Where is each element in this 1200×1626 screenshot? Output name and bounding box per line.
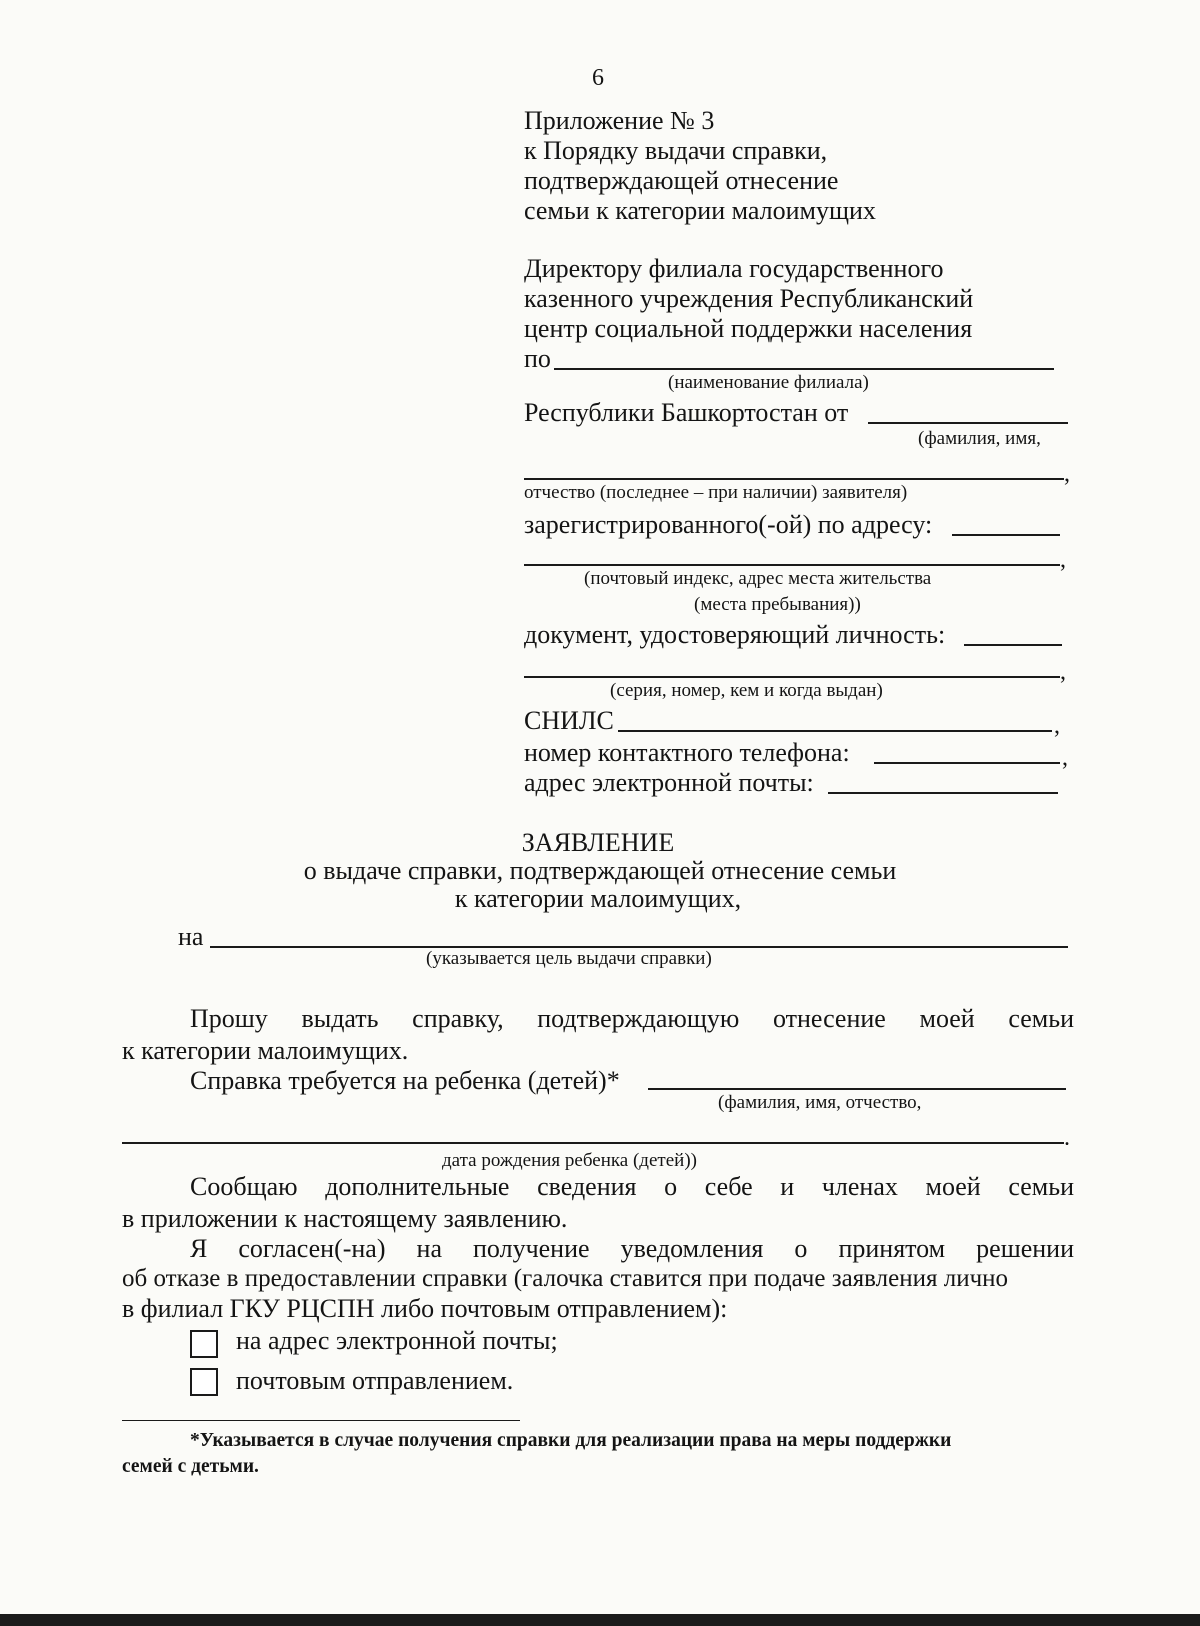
paragraph-2-line-1: Справка требуется на ребенка (детей)* xyxy=(190,1066,620,1095)
name-hint-1: (фамилия, имя, xyxy=(918,428,1041,449)
appendix-line-4: семьи к категории малоимущих xyxy=(524,196,876,225)
appendix-line-3: подтверждающей отнесение xyxy=(524,166,839,195)
branch-hint: (наименование филиала) xyxy=(668,372,869,393)
phone-label: номер контактного телефона: xyxy=(524,738,850,767)
po-label: по xyxy=(524,344,551,373)
addressee-line-1: Директору филиала государственного xyxy=(524,254,944,283)
scan-bottom-edge xyxy=(0,1614,1200,1626)
comma: , xyxy=(1062,745,1068,771)
addressee-line-3: центр социальной поддержки населения xyxy=(524,314,973,343)
paragraph-4-line-2: об отказе в предоставлении справки (галочка ставится при подаче заявления лично xyxy=(122,1265,1009,1292)
applicant-name-field[interactable] xyxy=(868,422,1068,424)
appendix-line-2: к Порядку выдачи справки, xyxy=(524,136,828,165)
addressee-line-2: казенного учреждения Республиканский xyxy=(524,284,974,313)
statement-title: ЗАЯВЛЕНИЕ xyxy=(521,828,675,857)
comma: , xyxy=(1060,547,1066,573)
post-notification-checkbox[interactable] xyxy=(190,1368,218,1396)
republic-from-label: Республики Башкортостан от xyxy=(524,398,849,427)
child-hint-1: (фамилия, имя, отчество, xyxy=(718,1092,922,1113)
id-doc-field-2[interactable] xyxy=(524,676,1060,678)
comma: , xyxy=(1054,713,1060,739)
applicant-name-field-2[interactable] xyxy=(524,478,1064,480)
email-notification-checkbox[interactable] xyxy=(190,1330,218,1358)
registered-label: зарегистрированного(-ой) по адресу: xyxy=(524,510,933,539)
comma: , xyxy=(1064,461,1070,487)
address-hint-1: (почтовый индекс, адрес места жительства xyxy=(584,568,932,589)
address-field-2[interactable] xyxy=(524,564,1060,566)
address-hint-2: (места пребывания)) xyxy=(694,594,861,615)
footnote-separator xyxy=(122,1420,520,1421)
email-notification-label: на адрес электронной почты; xyxy=(236,1326,558,1355)
branch-name-field[interactable] xyxy=(554,368,1054,370)
paragraph-1-line-1: Прошу выдать справку, подтверждающую отнесение моей семьи xyxy=(190,1004,1074,1033)
page-number: 6 xyxy=(592,65,604,91)
id-doc-label: документ, удостоверяющий личность: xyxy=(524,620,946,649)
purpose-hint: (указывается цель выдачи справки) xyxy=(426,948,712,969)
snils-field[interactable] xyxy=(618,730,1052,732)
statement-subtitle-2: к категории малоимущих, xyxy=(454,884,742,913)
paragraph-1-line-2: к категории малоимущих. xyxy=(122,1036,409,1065)
period: . xyxy=(1064,1125,1070,1151)
child-hint-2: дата рождения ребенка (детей)) xyxy=(442,1150,697,1171)
address-field[interactable] xyxy=(952,534,1060,536)
footnote-line-1: *Указывается в случае получения справки для реализации права на меры поддержки xyxy=(190,1430,952,1451)
id-doc-field[interactable] xyxy=(964,644,1062,646)
comma: , xyxy=(1060,659,1066,685)
email-label: адрес электронной почты: xyxy=(524,768,814,797)
na-label: на xyxy=(178,922,204,951)
name-hint-2: отчество (последнее – при наличии) заявителя) xyxy=(524,482,908,503)
phone-field[interactable] xyxy=(874,762,1060,764)
id-hint: (серия, номер, кем и когда выдан) xyxy=(610,680,883,701)
paragraph-3-line-1: Сообщаю дополнительные сведения о себе и членах моей семьи xyxy=(190,1172,1074,1201)
snils-label: СНИЛС xyxy=(524,706,614,735)
footnote-line-2: семей с детьми. xyxy=(122,1456,259,1477)
paragraph-4-line-1: Я согласен(-на) на получение уведомления о принятом решении xyxy=(190,1234,1074,1263)
child-info-field-2[interactable] xyxy=(122,1142,1064,1144)
paragraph-3-line-2: в приложении к настоящему заявлению. xyxy=(122,1204,568,1233)
post-notification-label: почтовым отправлением. xyxy=(236,1366,514,1395)
paragraph-4-line-3: в филиал ГКУ РЦСПН либо почтовым отправлением): xyxy=(122,1294,728,1323)
email-field[interactable] xyxy=(828,792,1058,794)
child-info-field[interactable] xyxy=(648,1088,1066,1090)
appendix-line-1: Приложение № 3 xyxy=(524,106,715,135)
statement-subtitle-1: о выдаче справки, подтверждающей отнесение семьи xyxy=(303,856,897,885)
